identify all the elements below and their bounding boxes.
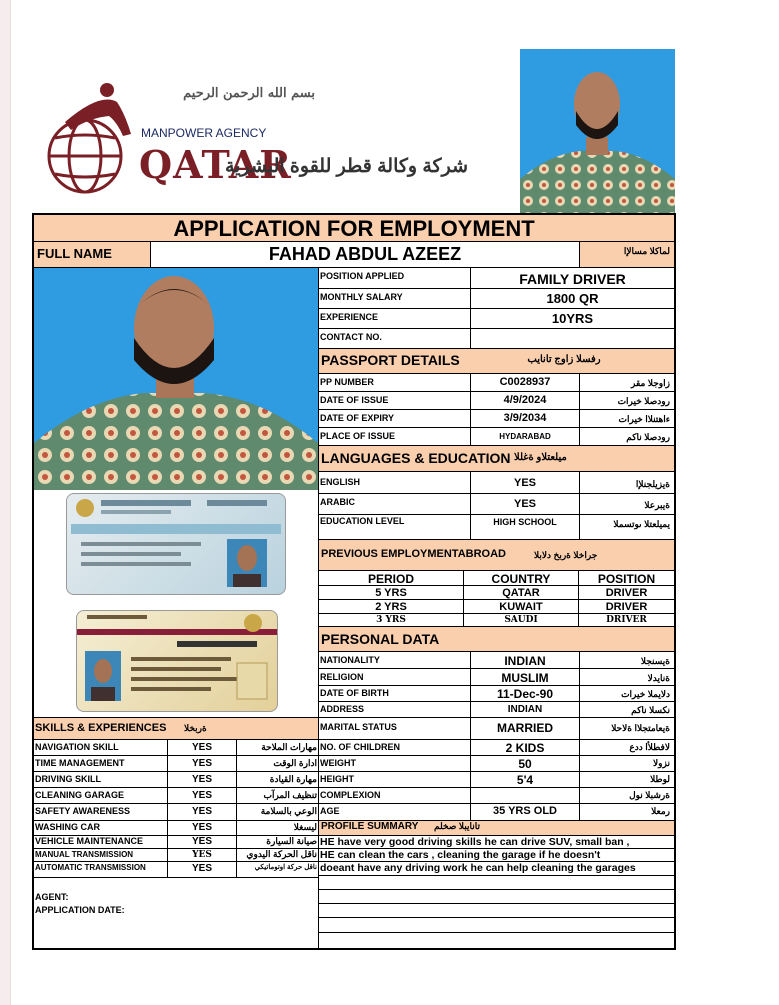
english-label: ENGLISH: [320, 477, 361, 487]
height-label: HEIGHT: [320, 774, 355, 784]
expiry-date-arabic: ءاهتنلاا خيرات: [618, 414, 670, 424]
weight-value: 50: [518, 757, 532, 771]
religion-value: MUSLIM: [501, 671, 549, 685]
experience-label: EXPERIENCE: [320, 312, 379, 322]
address-label: ADDRESS: [320, 704, 365, 714]
position-applied-value: FAMILY DRIVER: [519, 271, 626, 287]
dob-arabic: دلايملا خيرات: [621, 689, 670, 699]
issue-place-value: HYDARABAD: [499, 432, 551, 441]
children-arabic: لافطلأا ددع: [629, 742, 670, 752]
skill-navigation-arabic: مهارات الملاحة: [261, 742, 317, 752]
pp-number-arabic: زاوجلا مقر: [631, 378, 670, 388]
agency-arabic-name: شركة وكالة قطر للقوة البشرية: [224, 156, 468, 177]
height-arabic: لوطلا: [650, 774, 670, 784]
nationality-value: INDIAN: [504, 654, 546, 668]
passport-arabic: رفسلا زاوج تانايب: [527, 354, 601, 365]
religion-arabic: ةنايدلا: [647, 673, 670, 683]
age-value: 35 YRS OLD: [493, 805, 557, 817]
height-value: 5'4: [516, 773, 534, 787]
skill-automatic-label: AUTOMATIC TRANSMISSION: [35, 863, 146, 872]
full-name-arabic: لماكلا مسالإا: [623, 246, 670, 256]
weight-arabic: نزولا: [653, 758, 670, 768]
marital-arabic: ةيعامتجلاا ةلاحلا: [611, 723, 670, 733]
profile-line-3: doeant have any driving work he can help cleaning the garages: [320, 862, 636, 874]
children-value: 2 KIDS: [505, 741, 545, 755]
education-label: EDUCATION LEVEL: [320, 516, 405, 526]
expiry-date-value: 3/9/2034: [503, 412, 547, 424]
children-label: NO. OF CHILDREN: [320, 742, 400, 752]
complexion-label: COMPLEXION: [320, 790, 381, 800]
agent-label: AGENT:: [35, 892, 69, 902]
skill-washing-value: YES: [191, 822, 212, 833]
skill-driving-label: DRIVING SKILL: [35, 774, 102, 784]
arabic-label: ARABIC: [320, 497, 355, 507]
agency-logo: [45, 74, 145, 214]
qatar-id-card-image: [76, 610, 278, 712]
skill-garage-label: CLEANING GARAGE: [35, 790, 125, 800]
skill-washing-label: WASHING CAR: [35, 822, 100, 832]
employment-row-2-period: 2 YRS: [375, 601, 407, 613]
marital-value: MARRIED: [497, 721, 553, 735]
skill-safety-arabic: الوعي بالسلامة: [260, 806, 317, 816]
issue-date-label: DATE OF ISSUE: [320, 395, 389, 405]
skills-arabic: ةربخلا: [184, 723, 207, 733]
employment-col-period: PERIOD: [367, 572, 414, 586]
monthly-salary-label: MONTHLY SALARY: [320, 292, 403, 302]
position-applied-label: POSITION APPLIED: [320, 271, 405, 281]
applicant-photo-large: [34, 268, 318, 490]
address-value: INDIAN: [507, 704, 543, 715]
application-form: [32, 213, 676, 950]
employment-row-1-position: DRIVER: [605, 587, 648, 599]
skill-time-label: TIME MANAGEMENT: [35, 758, 125, 768]
dob-label: DATE OF BIRTH: [320, 688, 389, 698]
expiry-date-label: DATE OF EXPIRY: [320, 413, 395, 423]
english-value: YES: [513, 477, 536, 489]
skill-manual-arabic: ناقل الحركة اليدوي: [246, 849, 317, 859]
skill-manual-value: YES: [192, 850, 212, 860]
employment-col-country: COUNTRY: [491, 572, 551, 586]
skill-driving-value: YES: [191, 774, 212, 785]
religion-label: RELIGION: [320, 672, 364, 682]
skill-automatic-arabic: ناقل حركة اوتوماتيكي: [254, 864, 317, 871]
profile-title: PROFILE SUMMARY: [321, 821, 419, 832]
skill-navigation-label: NAVIGATION SKILL: [35, 742, 119, 752]
agency-name: QATAR: [139, 142, 292, 187]
skill-garage-arabic: تنظيف المرآب: [263, 790, 317, 800]
age-label: AGE: [320, 806, 340, 816]
employment-row-2-position: DRIVER: [605, 601, 648, 613]
globe-person-icon: [45, 74, 145, 214]
issue-date-arabic: رودصلا خيرات: [617, 396, 670, 406]
arabic-arabic: ةيبرعلا: [644, 500, 670, 510]
address-arabic: نكسلا ناكم: [631, 705, 670, 715]
bismillah-text: بسم الله الرحمن الرحيم: [183, 86, 315, 101]
monthly-salary-value: 1800 QR: [546, 291, 599, 306]
employment-row-3-country: SAUDI: [504, 615, 538, 625]
full-name-label: FULL NAME: [37, 246, 112, 261]
employment-row-3-position: DRIVER: [606, 615, 647, 625]
kuwait-id-card-image: [66, 493, 286, 595]
profile-arabic: تانايبلا صخلم: [434, 821, 481, 831]
employment-row-3-period: 3 YRS: [376, 615, 406, 625]
skill-time-arabic: ادارة الوقت: [273, 758, 317, 768]
complexion-arabic: ةرشبلا نول: [629, 790, 670, 800]
employment-row-1-period: 5 YRS: [375, 587, 407, 599]
issue-place-arabic: رودصلا ناكم: [626, 432, 670, 442]
issue-date-value: 4/9/2024: [503, 394, 547, 406]
employment-col-position: POSITION: [597, 572, 656, 586]
contact-label: CONTACT NO.: [320, 332, 382, 342]
profile-line-1: HE have very good driving skills he can drive SUV, small ban ,: [320, 836, 630, 848]
skill-maintenance-arabic: صيانة السيارة: [266, 836, 317, 846]
profile-line-2: HE can clean the cars , cleaning the garage if he doesn't: [320, 849, 601, 861]
nationality-label: NATIONALITY: [320, 655, 380, 665]
form-title: APPLICATION FOR EMPLOYMENT: [173, 216, 535, 241]
education-value: HIGH SCHOOL: [493, 517, 557, 527]
skill-safety-value: YES: [191, 806, 212, 817]
experience-value: 10YRS: [551, 311, 594, 326]
application-date-label: APPLICATION DATE:: [35, 905, 125, 915]
marital-label: MARITAL STATUS: [320, 722, 397, 732]
applicant-photo-small: [520, 49, 675, 214]
employment-arabic: جراخلا ةربخ دلابلا: [534, 550, 598, 560]
pp-number-label: PP NUMBER: [320, 377, 374, 387]
skill-driving-arabic: مهارة القيادة: [269, 774, 317, 784]
english-arabic: ةيزيلجنلإا: [635, 479, 670, 489]
education-arabic: يميلعتلا ىوتسملا: [613, 519, 670, 529]
issue-place-label: PLACE OF ISSUE: [320, 431, 396, 441]
employment-row-2-country: KUWAIT: [499, 601, 543, 613]
skill-washing-arabic: ليسغلا: [293, 822, 317, 832]
languages-arabic: ميلعتلاو ةغللا: [514, 452, 567, 463]
employment-row-1-country: QATAR: [502, 587, 540, 599]
skill-maintenance-label: VEHICLE MAINTENANCE: [35, 836, 144, 846]
skill-safety-label: SAFETY AWARENESS: [35, 806, 131, 816]
skill-maintenance-value: YES: [191, 836, 212, 847]
languages-title: LANGUAGES & EDUCATION: [321, 450, 511, 466]
skills-title: SKILLS & EXPERIENCES: [35, 722, 167, 734]
age-arabic: رمعلا: [651, 806, 670, 816]
pp-number-value: C0028937: [499, 376, 551, 388]
skill-garage-value: YES: [191, 790, 212, 801]
dob-value: 11-Dec-90: [496, 687, 554, 701]
skill-time-value: YES: [191, 758, 212, 769]
agency-line: MANPOWER AGENCY: [141, 126, 267, 140]
skill-automatic-value: YES: [191, 863, 212, 874]
full-name-value: FAHAD ABDUL AZEEZ: [268, 244, 462, 264]
weight-label: WEIGHT: [320, 758, 356, 768]
nationality-arabic: ةيسنجلا: [640, 656, 670, 666]
skill-manual-label: MANUAL TRANSMISSION: [35, 850, 134, 859]
passport-title: PASSPORT DETAILS: [321, 352, 460, 368]
arabic-value: YES: [513, 498, 536, 510]
personal-title: PERSONAL DATA: [321, 631, 440, 647]
skill-navigation-value: YES: [191, 742, 212, 753]
employment-title: PREVIOUS EMPLOYMENTABROAD: [321, 548, 506, 560]
